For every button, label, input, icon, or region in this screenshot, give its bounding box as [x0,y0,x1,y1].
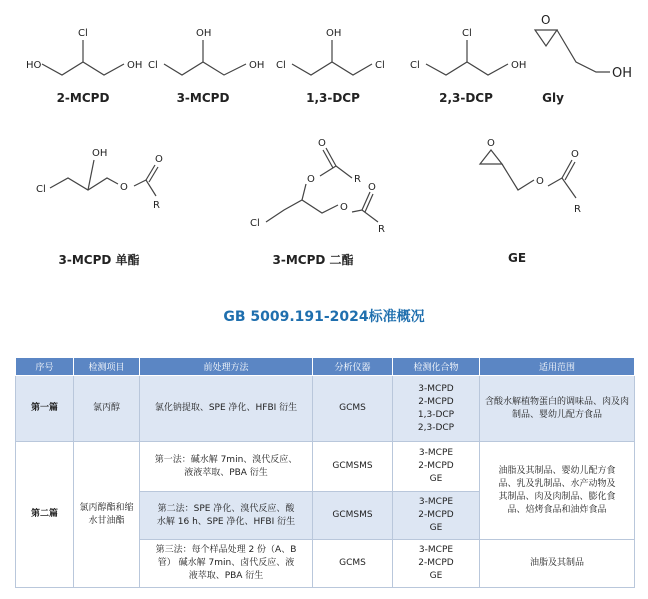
section-no: 第一篇 [16,376,74,442]
atom-label: OH [127,60,143,71]
method-line: 液液萃取、PBA 衍生 [184,467,268,478]
scope-line: 其制品、肉及肉制品、膨化食 [498,491,616,502]
compound: 1,3-DCP [417,409,455,420]
atom-label: Cl [36,184,46,195]
compounds-cell [393,492,480,540]
structure-name-3-mcpd-diester: 3-MCPD 二酯 [272,253,354,267]
standard-overview-table [15,357,635,588]
method-cell: 氯化钠提取、SPE 净化、HFBI 衍生 [140,376,313,442]
atom-label: O [541,13,551,27]
structure-name-2-mcpd: 2-MCPD [56,91,110,105]
atom-label: O [368,182,376,193]
header-instrument: 分析仪器 [313,358,393,376]
atom-label: Cl [375,60,385,71]
compound: GE [429,474,443,484]
chemical-structures-panel [0,0,648,290]
compound: 2-MCPD [418,396,454,407]
compound: 2-MCPD [418,558,454,568]
compound: GE [429,523,443,533]
atom-label: Cl [410,60,420,71]
atom-label: OH [249,60,265,71]
instrument-cell: GCMS [313,376,393,442]
atom-label: OH [612,66,633,81]
atom-label: R [354,174,361,185]
header-no: 序号 [16,358,74,376]
atom-label: OH [196,28,212,39]
atom-label: O [307,174,315,185]
compounds-cell [393,540,480,588]
atom-label: O [120,182,128,193]
scope-cell: 含酸水解植物蛋白的调味品、肉及肉制品、婴幼儿配方食品 [480,376,635,442]
header-scope: 适用范围 [480,358,635,376]
atom-label: Cl [78,28,88,39]
compound: 2-MCPD [418,510,454,520]
atom-label: Cl [462,28,472,39]
compound: GE [429,571,443,581]
method-line: 管） 碱水解 7min、卤代反应、液 [157,558,295,568]
table-row-section-1 [16,376,635,442]
section-no: 第二篇 [16,442,74,588]
method-cell [140,442,313,492]
structure-name-2-3-dcp: 2,3-DCP [439,91,493,105]
compound: 3-MCPD [418,383,454,394]
atom-label: Cl [250,218,260,229]
method-line: 水解 16 h、SPE 净化、HFBI 衍生 [156,516,296,527]
atom-label: O [155,154,163,165]
compounds-cell [393,442,480,492]
method-line: 第二法：SPE 净化、溴代反应、酸 [157,503,295,514]
structure-name-gly: Gly [542,91,564,105]
atom-label: OH [92,148,108,159]
atom-label: R [153,200,160,211]
standard-title: GB 5009.191-2024标准概况 [223,309,425,325]
atom-label: O [536,176,544,187]
atom-label: R [378,224,385,235]
method-line: 第一法：碱水解 7min、溴代反应、 [154,454,298,465]
atom-label: R [574,204,581,215]
header-item: 检测项目 [74,358,140,376]
compound: 2,3-DCP [417,422,455,433]
atom-label: OH [511,60,527,71]
method-cell [140,540,313,588]
atom-label: O [571,149,579,160]
atom-label: Cl [276,60,286,71]
table-row-method-1 [16,442,635,492]
header-compounds: 检测化合物 [393,358,480,376]
method-line: 第三法：每个样品处理 2 份（A、B [155,545,297,555]
atom-label: HO [26,60,42,71]
compound: 3-MCPE [418,497,454,507]
compound: 2-MCPD [418,461,454,471]
atom-label: O [318,138,326,149]
header-method: 前处理方法 [140,358,313,376]
method-cell [140,492,313,540]
structure-name-1-3-dcp: 1,3-DCP [306,91,360,105]
instrument-cell: GCMS [313,540,393,588]
atom-label: OH [326,28,342,39]
instrument-cell: GCMSMS [313,442,393,492]
structures-drawing [0,0,648,290]
structure-name-3-mcpd: 3-MCPD [176,91,230,105]
structure-name-ge: GE [507,251,527,265]
table-header-row [16,358,635,376]
atom-label: O [487,138,495,149]
atom-label: O [340,202,348,213]
compound: 3-MCPE [418,545,454,555]
scope-cell: 油脂及其制品 [480,540,635,588]
instrument-cell: GCMSMS [313,492,393,540]
section-item: 氯丙醇 [74,376,140,442]
scope-line: 品、焙烤食品和油炸食品 [507,504,607,515]
scope-line: 品、乳及乳制品、水产动物及 [498,478,616,489]
scope-line: 油脂及其制品、婴幼儿配方食 [498,465,616,476]
atom-label: Cl [148,60,158,71]
structure-name-3-mcpd-monoester: 3-MCPD 单酯 [58,253,140,267]
method-line: 液萃取、PBA 衍生 [188,571,264,581]
compounds-cell [393,376,480,442]
compound: 3-MCPE [418,448,454,458]
section-item: 氯丙醇酯和缩水甘油酯 [74,442,140,588]
scope-cell [480,442,635,540]
